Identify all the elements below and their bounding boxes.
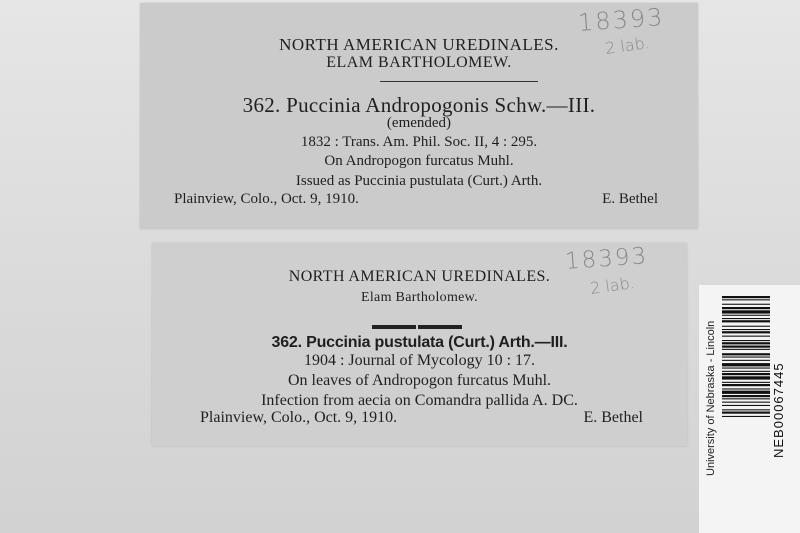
barcode-bar bbox=[722, 416, 770, 417]
pencil-number-bottom: 18393 bbox=[564, 243, 649, 275]
barcode-bar bbox=[722, 412, 770, 414]
pencil-note-bottom: 2 lab. bbox=[588, 272, 636, 299]
barcode-bar bbox=[722, 376, 770, 379]
label-bottom-place-date: Plainview, Colo., Oct. 9, 1910. bbox=[200, 409, 398, 426]
barcode-bar bbox=[722, 398, 770, 399]
barcode-bar bbox=[722, 342, 770, 344]
barcode-number: NEB00067445 bbox=[771, 362, 786, 458]
barcode-bars bbox=[722, 296, 770, 464]
barcode-bar bbox=[722, 368, 770, 369]
barcode-bar bbox=[722, 326, 770, 327]
barcode-bar bbox=[722, 405, 770, 406]
pencil-number-top: 18393 bbox=[577, 3, 666, 37]
barcode-bar bbox=[722, 409, 770, 410]
label-top-title: 362. Puccinia Andropogonis Schw.—III. bbox=[242, 93, 596, 117]
barcode-bar bbox=[722, 340, 770, 341]
label-top-place-date: Plainview, Colo., Oct. 9, 1910. bbox=[174, 191, 359, 207]
barcode-bar bbox=[722, 329, 770, 330]
barcode-bar bbox=[722, 388, 770, 389]
label-bottom-divider bbox=[372, 325, 462, 329]
label-top-host: On Andropogon furcatus Muhl. bbox=[324, 153, 514, 169]
barcode-bar bbox=[722, 318, 770, 319]
barcode-bar bbox=[722, 296, 770, 298]
barcode-bar bbox=[722, 395, 770, 397]
barcode-bar bbox=[722, 346, 770, 348]
label-top-issued: Issued as Puccinia pustulata (Curt.) Arth. bbox=[295, 173, 543, 189]
label-bottom-host: On leaves of Andropogon furcatus Muhl. bbox=[287, 372, 552, 389]
barcode-bar bbox=[722, 384, 770, 386]
label-bottom-infection: Infection from aecia on Comandra pallida A. DC. bbox=[261, 392, 578, 409]
barcode-bar bbox=[722, 371, 770, 372]
label-bottom-heading-1: NORTH AMERICAN UREDINALES. bbox=[288, 268, 551, 285]
label-bottom-title: 362. Puccinia pustulata (Curt.) Arth.—III. bbox=[271, 334, 568, 351]
barcode-bar bbox=[722, 304, 770, 305]
pencil-note-top: 2 lab. bbox=[603, 32, 651, 59]
barcode-bar bbox=[722, 363, 770, 366]
barcode-bar bbox=[722, 391, 770, 394]
label-bottom-heading-2: Elam Bartholomew. bbox=[361, 290, 478, 305]
barcode-bar bbox=[722, 373, 770, 375]
barcode-bar bbox=[722, 402, 770, 403]
label-bottom-reference: 1904 : Journal of Mycology 10 : 17. bbox=[303, 352, 536, 369]
barcode-bar bbox=[722, 360, 770, 361]
label-top-divider bbox=[380, 81, 538, 82]
barcode-bar bbox=[722, 331, 770, 333]
label-top-heading-2: ELAM BARTHOLOMEW. bbox=[326, 54, 512, 71]
barcode-institution: University of Nebraska - Lincoln bbox=[705, 320, 717, 476]
label-top-heading-1: NORTH AMERICAN UREDINALES. bbox=[279, 35, 559, 54]
label-top-reference: 1832 : Trans. Am. Phil. Soc. II, 4 : 295. bbox=[300, 134, 538, 150]
barcode-bar bbox=[722, 310, 770, 313]
barcode-bar bbox=[722, 382, 770, 383]
barcode-bar bbox=[722, 353, 770, 355]
label-top-collector: E. Bethel bbox=[602, 191, 658, 207]
barcode-bar bbox=[722, 336, 770, 337]
barcode-bar bbox=[722, 307, 770, 309]
label-top-note: (emended) bbox=[386, 115, 452, 131]
label-bottom bbox=[152, 243, 687, 446]
label-bottom-collector: E. Bethel bbox=[583, 409, 643, 426]
barcode-bar bbox=[722, 299, 770, 300]
barcode-bar bbox=[722, 315, 770, 316]
barcode-bar bbox=[722, 349, 770, 350]
barcode-bar bbox=[722, 357, 770, 358]
barcode-bar bbox=[722, 320, 770, 322]
